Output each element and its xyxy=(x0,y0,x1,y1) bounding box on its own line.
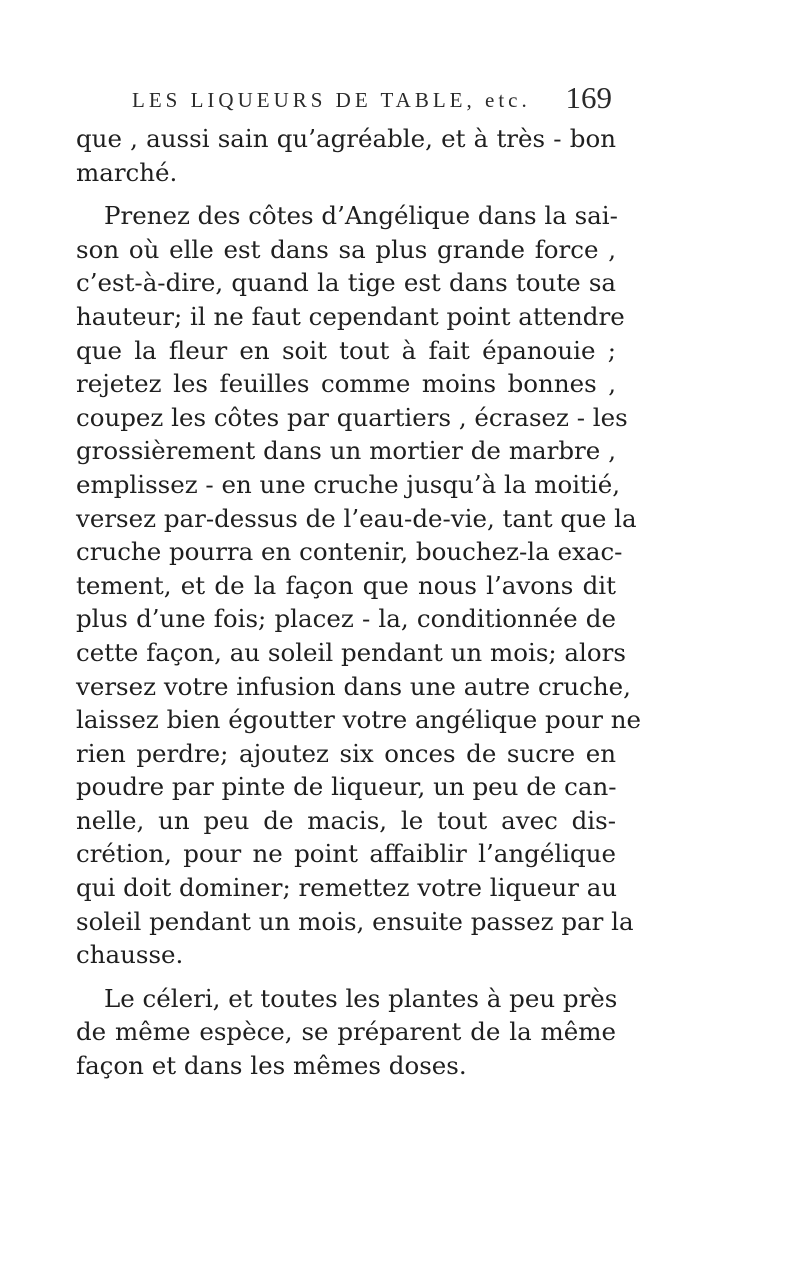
paragraph-gap xyxy=(76,972,616,982)
text-line: Le céleri, et toutes les plantes à peu près xyxy=(104,983,618,1013)
text-line: que la fleur en soit tout à fait épanouie ; xyxy=(76,335,616,365)
text-line: poudre par pinte de liqueur, un peu de can- xyxy=(76,772,617,802)
text-line: Prenez des côtes d’Angélique dans la sai- xyxy=(104,201,618,231)
paragraph-2 xyxy=(76,199,642,972)
paragraph-1 xyxy=(76,122,616,189)
paragraph-gap xyxy=(76,189,616,199)
text-line: soleil pendant un mois, ensuite passez par la xyxy=(76,906,634,936)
running-head xyxy=(132,80,612,120)
text-line: versez votre infusion dans une autre cruche, xyxy=(76,671,631,701)
text-line: son où elle est dans sa plus grande force , xyxy=(76,234,616,264)
text-line: de même espèce, se préparent de la même xyxy=(76,1017,616,1047)
text-line: laissez bien égoutter votre angélique pour ne xyxy=(76,705,642,735)
paragraph-3 xyxy=(76,982,616,1083)
text-line: grossièrement dans un mortier de marbre , xyxy=(76,436,616,466)
text-line: qui doit dominer; remettez votre liqueur au xyxy=(76,873,618,903)
text-line: cette façon, au soleil pendant un mois; alors xyxy=(76,637,626,667)
text-line: hauteur; il ne faut cependant point attendre xyxy=(76,301,625,331)
running-title: LES LIQUEURS DE TABLE, etc. xyxy=(132,88,531,112)
text-line: rien perdre; ajoutez six onces de sucre en xyxy=(76,738,616,768)
text-line: cruche pourra en contenir, bouchez-la exac- xyxy=(76,537,623,567)
body-text xyxy=(76,122,642,1083)
text-line: emplissez - en une cruche jusqu’à la moitié, xyxy=(76,469,621,499)
text-line: c’est-à-dire, quand la tige est dans toute sa xyxy=(76,268,616,298)
text-line: que , aussi sain qu’agréable, et à très - bon xyxy=(76,124,616,153)
text-line: chausse. xyxy=(76,940,184,970)
text-line: nelle, un peu de macis, le tout avec dis- xyxy=(76,805,616,835)
text-line: coupez les côtes par quartiers , écrasez - les xyxy=(76,402,628,432)
text-line: marché. xyxy=(76,157,178,187)
page-number: 169 xyxy=(565,80,612,115)
text-line: façon et dans les mêmes doses. xyxy=(76,1051,467,1081)
text-line: plus d’une fois; placez - la, conditionnée de xyxy=(76,604,616,634)
text-line: tement, et de la façon que nous l’avons dit xyxy=(76,570,616,600)
text-line: crétion, pour ne point affaiblir l’angélique xyxy=(76,839,616,869)
text-line: rejetez les feuilles comme moins bonnes , xyxy=(76,369,616,399)
text-line: versez par-dessus de l’eau-de-vie, tant que la xyxy=(76,503,637,533)
